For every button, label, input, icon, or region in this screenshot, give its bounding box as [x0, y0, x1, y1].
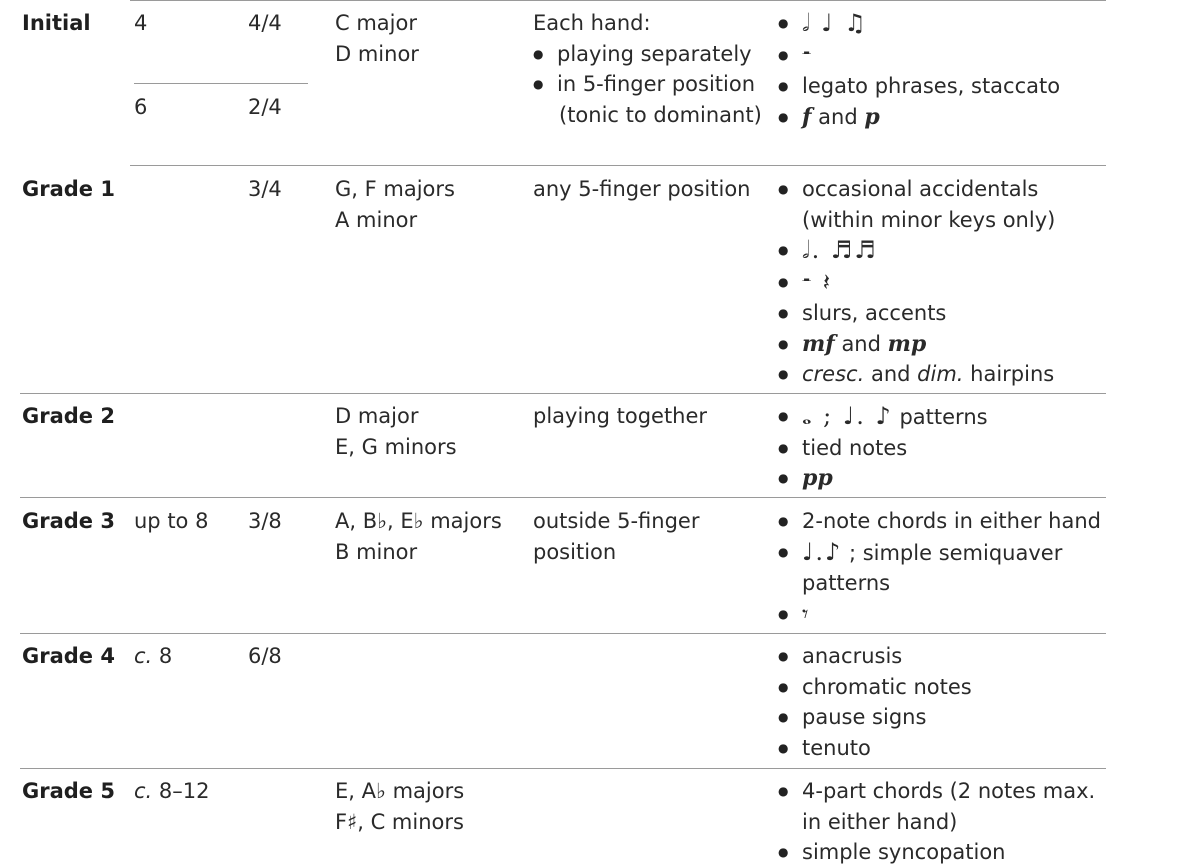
bars: 6: [134, 95, 148, 119]
hands: [533, 506, 699, 567]
dim-text: dim.: [917, 362, 964, 386]
features: [778, 174, 1055, 390]
feature-text: in either hand): [802, 809, 958, 834]
circa-prefix: c.: [134, 779, 153, 803]
features: [778, 506, 1101, 630]
grade-label: Grade 5: [22, 779, 115, 803]
note-values-icon: 𝅗𝅥 ♩ ♫: [802, 9, 868, 37]
feature-text: patterns: [802, 571, 891, 595]
top-rule: [130, 0, 1106, 1]
feature-item: ● tenuto: [778, 733, 972, 764]
time-signature: 4/4: [248, 11, 282, 35]
patterns-text: patterns: [899, 405, 988, 429]
rest-icon: 𝄼 𝄽: [802, 267, 833, 296]
feature-item: [778, 102, 1060, 133]
features: [778, 8, 1060, 132]
feature-text: ● 4-part chords (2 notes max.: [802, 779, 1096, 803]
keys: [335, 506, 502, 567]
feature-item: [778, 359, 1055, 390]
key-line: G, F majors: [335, 177, 455, 201]
hands: playing together: [533, 404, 708, 428]
dynamic-marking: pp: [802, 465, 833, 491]
note-values-icon: 𝅗𝅥. ♬♬: [802, 236, 878, 264]
keys: [335, 174, 455, 235]
feature-text: ● occasional accidentals: [802, 177, 1039, 201]
features: [778, 776, 1095, 868]
hands-item-continuation: [533, 100, 762, 131]
features: [778, 641, 972, 763]
key-line: E, A♭ majors: [335, 779, 465, 803]
hands-item: ● in 5-finger position: [533, 69, 762, 100]
key-line: F♯, C minors: [335, 809, 464, 834]
features-list: [778, 174, 1055, 390]
feature-item: [778, 40, 1060, 72]
feature-item: [778, 8, 1060, 40]
hairpins-text: hairpins: [970, 362, 1055, 386]
feature-item: ● 2-note chords in either hand: [778, 506, 1101, 537]
circa-prefix: c.: [134, 644, 153, 668]
feature-item: [778, 599, 1101, 631]
hands-list: [533, 39, 762, 131]
bars-value: 8–12: [158, 779, 210, 803]
and-text: and: [818, 104, 858, 129]
grade-label: Grade 2: [22, 404, 115, 428]
key-line: A minor: [335, 207, 418, 232]
keys: [335, 776, 464, 837]
time-signature: 2/4: [248, 95, 282, 119]
feature-item: [778, 463, 988, 494]
and-text: and: [870, 362, 911, 386]
hands: [533, 8, 762, 130]
key-line: C major: [335, 11, 417, 35]
and-text: and: [841, 331, 881, 356]
rest-icon: 𝄼: [802, 40, 814, 69]
time-signature: 6/8: [248, 644, 282, 668]
key-line: E, G minors: [335, 434, 457, 459]
hands-heading: Each hand:: [533, 11, 651, 35]
key-line: A, B♭, E♭ majors: [335, 509, 502, 533]
row-rule-grade3: [20, 633, 1106, 634]
grade-label: Initial: [22, 11, 91, 35]
feature-item: [778, 401, 988, 433]
feature-item: ● legato phrases, staccato: [778, 71, 1060, 102]
initial-sub-rule: [134, 83, 308, 84]
dynamic-marking: mf: [802, 330, 835, 357]
row-rule-initial: [130, 165, 1106, 166]
feature-text: (within minor keys only): [802, 207, 1056, 232]
note-values-icon: ♩.♪: [802, 537, 843, 566]
grade-label: Grade 1: [22, 177, 115, 201]
feature-item: [778, 174, 1055, 235]
feature-item: [778, 776, 1095, 837]
features: [778, 401, 988, 494]
keys: [335, 8, 419, 69]
grade-label: Grade 3: [22, 509, 115, 533]
note-values-icon: 𝅝 ; ♩. ♪: [802, 402, 893, 430]
rest-icon: 𝄾: [802, 599, 811, 628]
grade-label: Grade 4: [22, 644, 115, 668]
features-list: [778, 401, 988, 494]
hands-line: position: [533, 539, 617, 564]
row-rule-grade2: [20, 497, 1106, 498]
key-line: D major: [335, 404, 419, 428]
hands-item-text: (tonic to dominant): [559, 102, 762, 127]
feature-item: ● tied notes: [778, 433, 988, 464]
hands: any 5-finger position: [533, 177, 751, 201]
key-line: D minor: [335, 41, 419, 66]
cresc-text: cresc.: [802, 362, 865, 386]
features-list: [778, 506, 1101, 630]
dynamic-marking: mp: [887, 330, 927, 357]
hands-line: outside 5-finger: [533, 509, 700, 533]
bars: [134, 641, 172, 672]
features-list: [778, 8, 1060, 132]
keys: [335, 401, 457, 462]
feature-item: ● simple syncopation: [778, 837, 1095, 868]
hands-item: ● playing separately: [533, 39, 762, 70]
feature-item: ● chromatic notes: [778, 672, 972, 703]
feature-item: [778, 235, 1055, 267]
key-line: B minor: [335, 539, 418, 564]
feature-text: ; simple semiquaver: [848, 540, 1063, 565]
bars: 4: [134, 11, 148, 35]
dynamic-marking: f: [802, 103, 812, 130]
bars-value: 8: [158, 644, 173, 668]
dynamic-marking: p: [864, 103, 880, 130]
feature-item: ● slurs, accents: [778, 298, 1055, 329]
time-signature: 3/4: [248, 177, 282, 201]
row-rule-grade1: [20, 393, 1106, 394]
feature-item: [778, 329, 1055, 360]
bars: [134, 776, 210, 807]
time-signature: 3/8: [248, 509, 282, 533]
feature-item: [778, 537, 1101, 599]
features-list: [778, 776, 1095, 868]
feature-item: ● pause signs: [778, 702, 972, 733]
bars: up to 8: [134, 509, 209, 533]
feature-item: [778, 267, 1055, 299]
row-rule-grade4: [20, 768, 1106, 769]
features-list: [778, 641, 972, 763]
feature-item: ● anacrusis: [778, 641, 972, 672]
